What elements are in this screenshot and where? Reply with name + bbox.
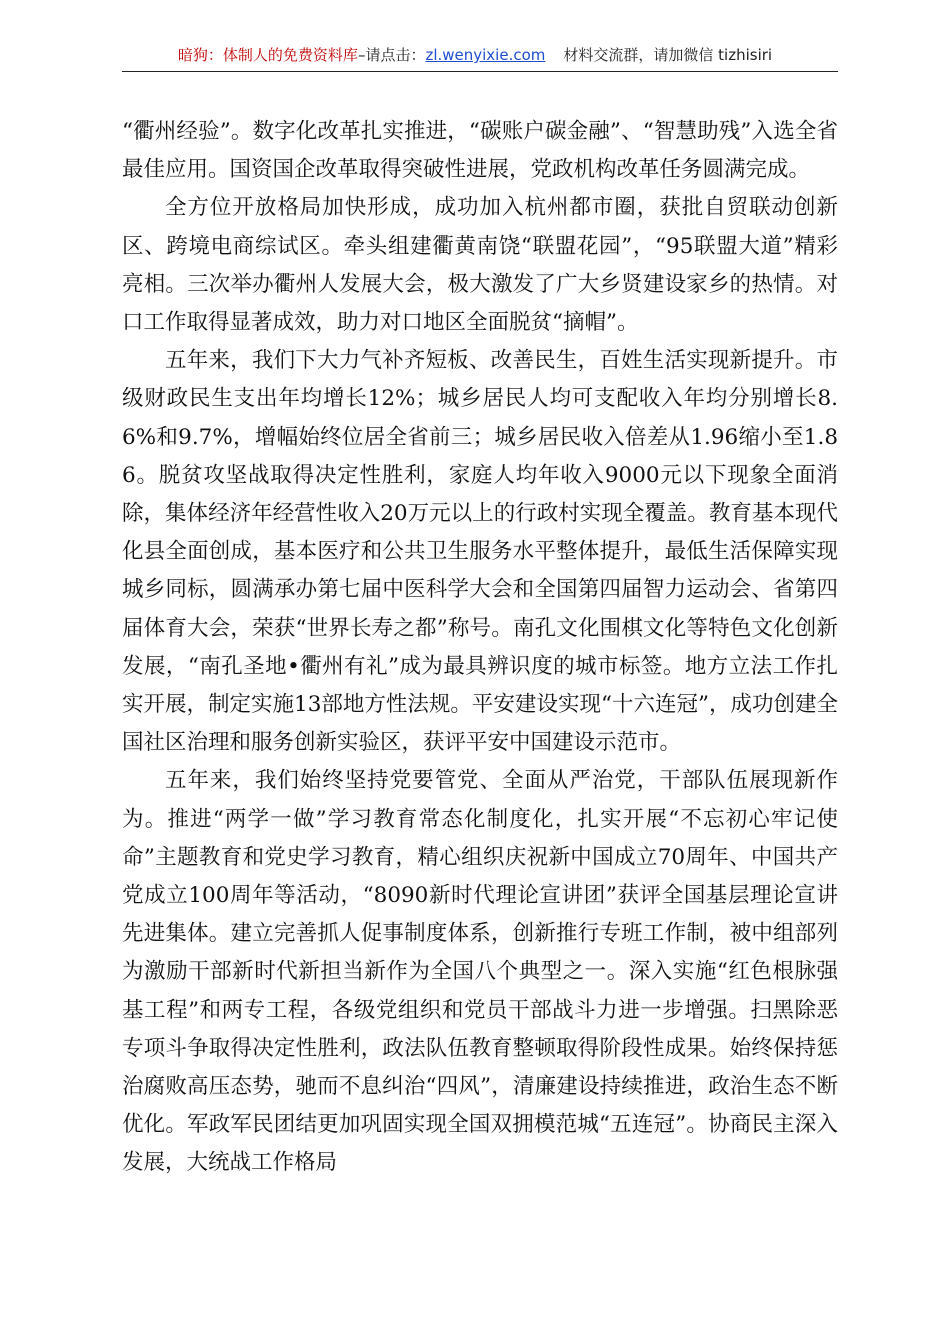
header-wechat-note: 材料交流群，请加微信 tizhisiri	[563, 46, 773, 64]
header-divider	[122, 71, 838, 72]
body-text	[122, 113, 838, 1183]
paragraph-party-building: 五年来，我们始终坚持党要管党、全面从严治党，干部队伍展现新作为。推进“两学一做”学习教育常态化制度化，扎实开展“不忘初心牢记使命”主题教育和党史学习教育，精心组织庆祝新中国成立70周年、中国共产党成立100周年等活动，“8090新时代理论宣讲团”获评全国基层理论宣讲先进集体。建立完善抓人促事制度体系，创新推行专班工作制，被中组部列为激励干部新时代新担当新作为全国八个典型之一。深入实施“红色根脉强基工程”和两专工程，各级党组织和党员干部战斗力进一步增强。扫黑除恶专项斗争取得决定性胜利，政法队伍教育整顿取得阶段性成果。始终保持惩治腐败高压态势，驰而不息纠治“四风”，清廉建设持续推进，政治生态不断优化。军政军民团结更加巩固实现全国双拥模范城“五连冠”。协商民主深入发展，大统战工作格局	[122, 768, 838, 1176]
header-link[interactable]: zl.wenyixie.com	[425, 46, 546, 64]
header-brand: 暗狗：体制人的免费资料库	[177, 46, 358, 64]
page-header	[0, 44, 950, 65]
header-prompt: –请点击：	[357, 46, 426, 64]
paragraph-opening-up: 全方位开放格局加快形成，成功加入杭州都市圈，获批自贸联动创新区、跨境电商综试区。牵头组建衢黄南饶“联盟花园”，“95联盟大道”精彩亮相。三次举办衢州人发展大会，极大激发了广大乡贤建设家乡的热情。对口工作取得显著成效，助力对口地区全面脱贫“摘帽”。	[122, 195, 838, 336]
paragraph-livelihood: 五年来，我们下大力气补齐短板、改善民生，百姓生活实现新提升。市级财政民生支出年均增长12%；城乡居民人均可支配收入年均分别增长8.6%和9.7%，增幅始终位居全省前三；城乡居民收入倍差从1.96缩小至1.86。脱贫攻坚战取得决定性胜利，家庭人均年收入9000元以下现象全面消除，集体经济年经营性收入20万元以上的行政村实现全覆盖。教育基本现代化县全面创成，基本医疗和公共卫生服务水平整体提升，最低生活保障实现城乡同标，圆满承办第七届中医科学大会和全国第四届智力运动会、省第四届体育大会，荣获“世界长寿之都”称号。南孔文化围棋文化等特色文化创新发展，“南孔圣地•衢州有礼”成为最具辨识度的城市标签。地方立法工作扎实开展，制定实施13部地方性法规。平安建设实现“十六连冠”，成功创建全国社区治理和服务创新实验区，获评平安中国建设示范市。	[122, 348, 838, 756]
paragraph-continuation: “衢州经验”。数字化改革扎实推进，“碳账户碳金融”、“智慧助残”入选全省最佳应用。国资国企改革取得突破性进展，党政机构改革任务圆满完成。	[122, 119, 838, 183]
